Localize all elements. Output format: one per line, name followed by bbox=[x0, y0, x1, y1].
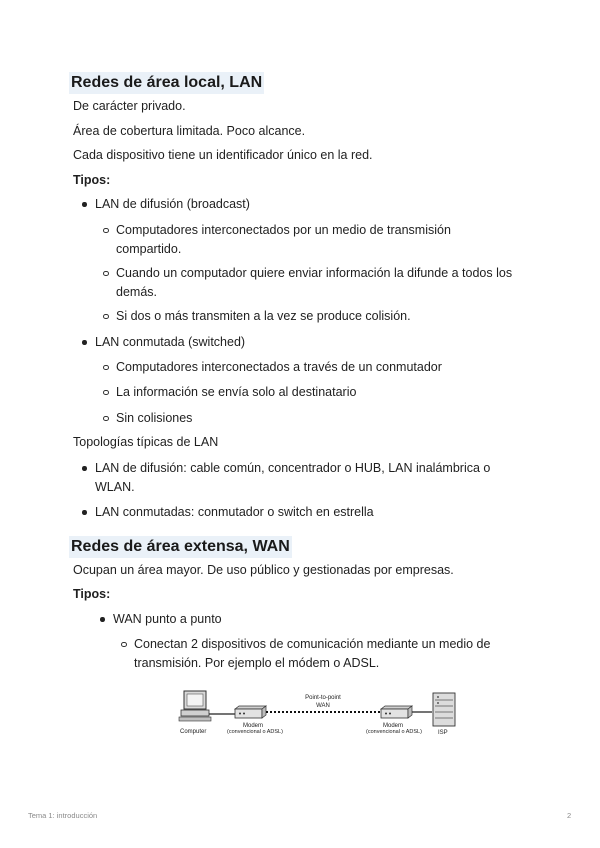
section-heading-wan: Redes de área extensa, WAN bbox=[69, 536, 292, 558]
modem-right-label: Modem bbox=[383, 723, 404, 729]
wan-point-to-point-diagram bbox=[176, 689, 466, 737]
list-item: LAN de difusión: cable común, concentrador o HUB, LAN inalámbrica o WLAN. bbox=[95, 459, 510, 496]
list-item: WAN punto a punto bbox=[113, 610, 533, 629]
list-item: LAN de difusión (broadcast) bbox=[95, 195, 535, 214]
modem-left-sublabel: (convencional o ADSL) bbox=[227, 729, 283, 735]
lan-paragraph-3: Cada dispositivo tiene un identificador único en la red. bbox=[73, 148, 373, 162]
server-icon bbox=[433, 693, 455, 726]
list-item: Si dos o más transmiten a la vez se produce colisión. bbox=[116, 307, 536, 326]
wan-paragraph-1: Ocupan un área mayor. De uso público y gestionadas por empresas. bbox=[73, 563, 454, 577]
list-item: Sin colisiones bbox=[116, 409, 536, 428]
list-item: Computadores interconectados por un medio de transmisión compartido. bbox=[116, 221, 481, 258]
isp-label: ISP bbox=[438, 730, 448, 736]
list-item: Computadores interconectados a través de un conmutador bbox=[116, 358, 536, 377]
list-item: LAN conmutada (switched) bbox=[95, 333, 535, 352]
list-item: Cuando un computador quiere enviar información la difunde a todos los demás. bbox=[116, 264, 541, 301]
lan-topologias-label: Topologías típicas de LAN bbox=[73, 435, 219, 449]
list-item: LAN conmutadas: conmutador o switch en estrella bbox=[95, 503, 535, 522]
link-label-2: WAN bbox=[316, 703, 330, 709]
lan-paragraph-2: Área de cobertura limitada. Poco alcance. bbox=[73, 124, 306, 138]
section-heading-lan: Redes de área local, LAN bbox=[69, 72, 264, 94]
modem-icon bbox=[381, 706, 412, 718]
footer-title: Tema 1: introducción bbox=[28, 811, 98, 820]
computer-icon bbox=[179, 691, 211, 721]
modem-icon bbox=[235, 706, 266, 718]
page-number: 2 bbox=[567, 811, 572, 820]
list-item: La información se envía solo al destinatario bbox=[116, 383, 536, 402]
modem-right-sublabel: (convencional o ADSL) bbox=[366, 729, 422, 735]
list-item: Conectan 2 dispositivos de comunicación mediante un medio de transmisión. Por ejemplo el módem o ADSL. bbox=[134, 635, 519, 672]
computer-label: Computer bbox=[180, 729, 207, 735]
link-label-1: Point-to-point bbox=[305, 695, 341, 701]
lan-tipos-label: Tipos: bbox=[73, 173, 111, 187]
modem-left-label: Modem bbox=[243, 723, 264, 729]
wan-tipos-label: Tipos: bbox=[73, 587, 111, 601]
lan-paragraph-1: De carácter privado. bbox=[73, 99, 186, 113]
